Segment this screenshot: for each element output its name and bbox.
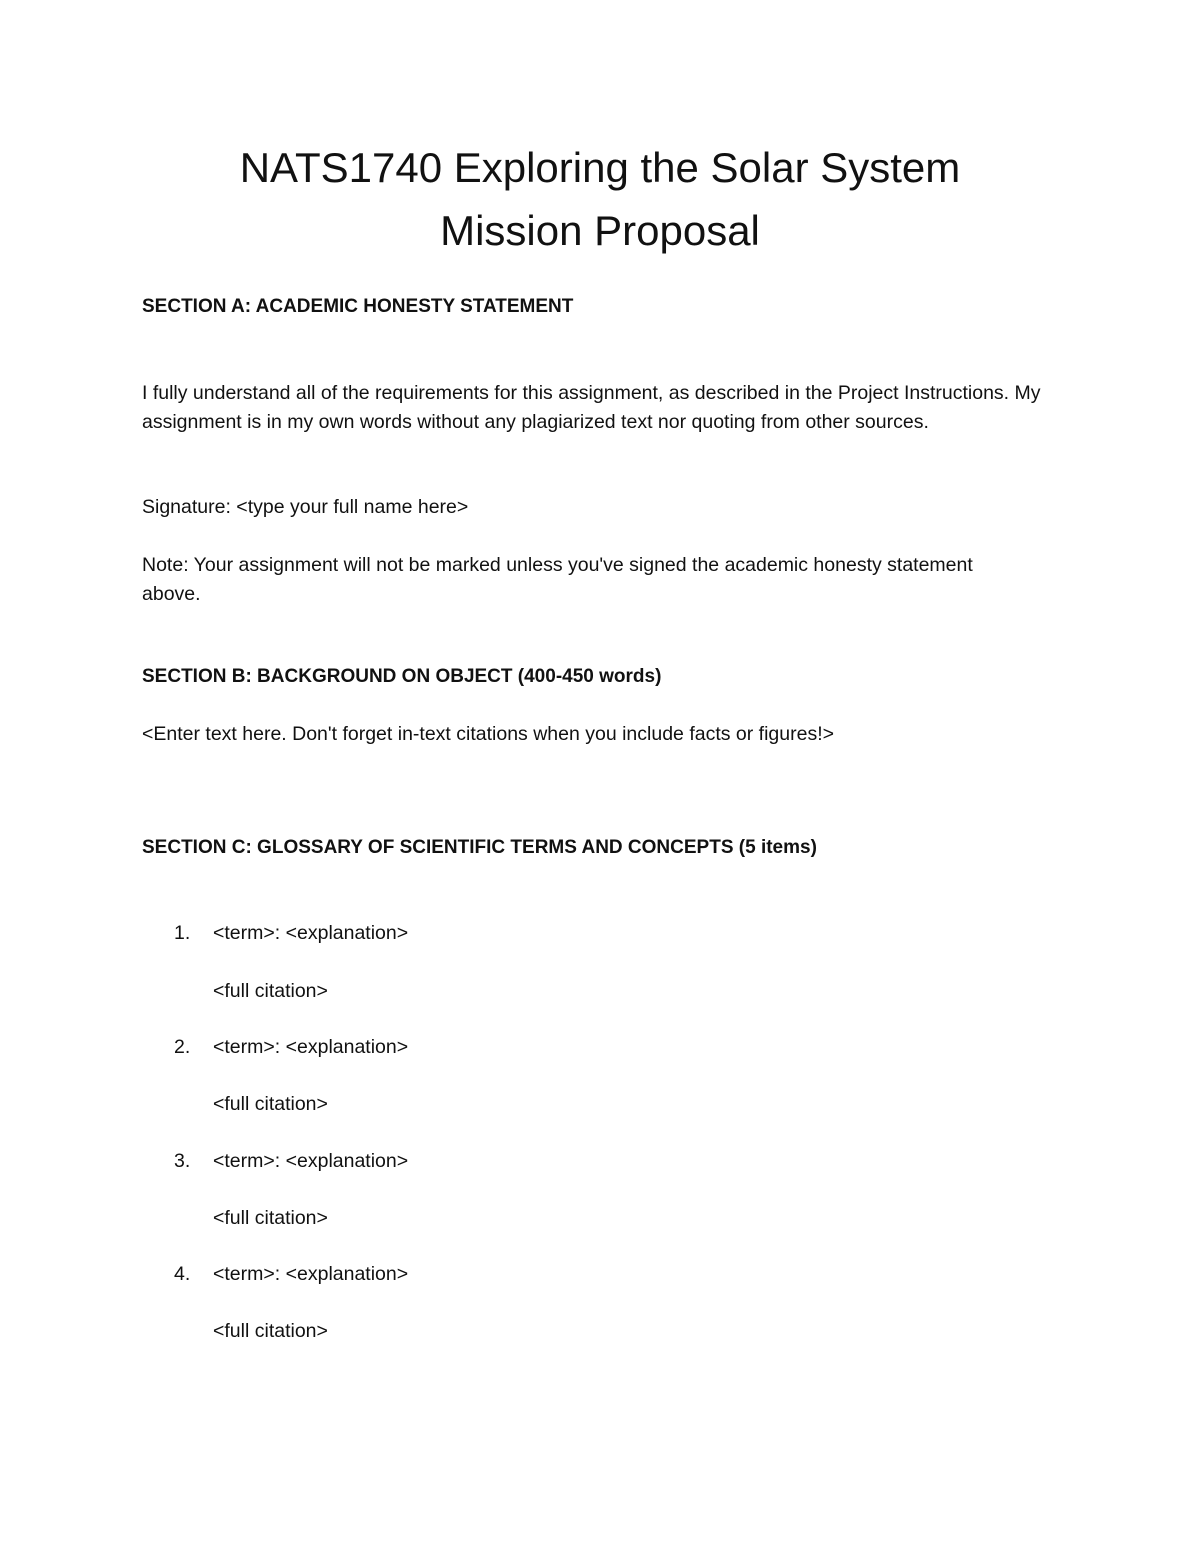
background-placeholder[interactable]: <Enter text here. Don't forget in-text citations when you include facts or figures!>: [142, 723, 835, 745]
signature-line[interactable]: Signature: <type your full name here>: [142, 496, 469, 518]
glossary-item-citation[interactable]: <full citation>: [213, 980, 328, 1002]
glossary-item-number: 4.: [174, 1263, 191, 1285]
glossary-item-number: 2.: [174, 1036, 191, 1058]
document-subtitle: Mission Proposal: [440, 207, 760, 254]
glossary-item-citation[interactable]: <full citation>: [213, 1093, 328, 1115]
glossary-item-citation[interactable]: <full citation>: [213, 1207, 328, 1229]
glossary-item-term[interactable]: <term>: <explanation>: [213, 1036, 409, 1058]
glossary-item-term[interactable]: <term>: <explanation>: [213, 922, 409, 944]
section-c-heading: SECTION C: GLOSSARY OF SCIENTIFIC TERMS AND CONCEPTS (5 items): [142, 837, 817, 858]
document-title: NATS1740 Exploring the Solar System: [239, 144, 961, 191]
section-b-heading: SECTION B: BACKGROUND ON OBJECT (400-450 words): [142, 666, 662, 687]
glossary-item-citation[interactable]: <full citation>: [213, 1320, 328, 1342]
glossary-item-term[interactable]: <term>: <explanation>: [213, 1263, 409, 1285]
honesty-note: Note: Your assignment will not be marked unless you've signed the academic honesty statement above.: [142, 554, 973, 605]
glossary-item-number: 3.: [174, 1150, 191, 1172]
honesty-statement: I fully understand all of the requirements for this assignment, as described in the Project Instructions. My assignment is in my own words without any plagiarized text nor quoting from other sources.: [142, 382, 1041, 433]
glossary-item-number: 1.: [174, 922, 191, 944]
glossary-item-term[interactable]: <term>: <explanation>: [213, 1150, 409, 1172]
section-a-heading: SECTION A: ACADEMIC HONESTY STATEMENT: [142, 296, 574, 317]
